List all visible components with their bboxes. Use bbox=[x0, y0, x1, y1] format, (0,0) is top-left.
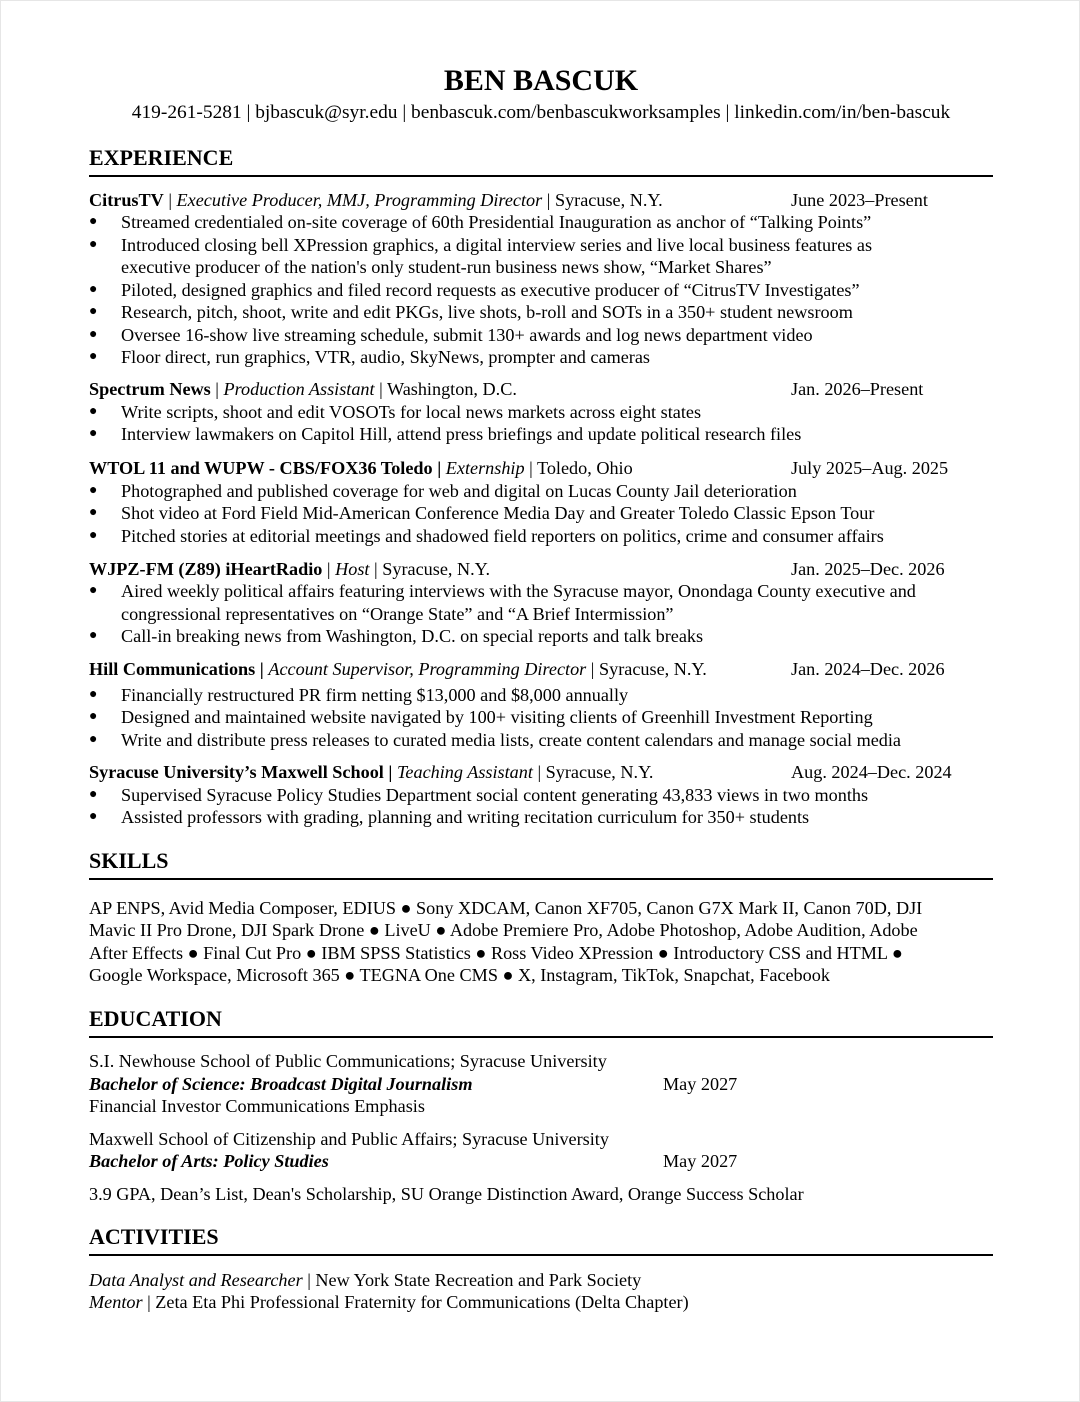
separator: | bbox=[432, 458, 446, 478]
candidate-name: BEN BASCUK bbox=[443, 64, 639, 97]
job-bullet: ● Pitched stories at editorial meetings and shadowed field reporters on politics, crime and consumer affairs bbox=[121, 525, 884, 548]
job-title-line bbox=[89, 378, 517, 401]
separator: | bbox=[542, 190, 555, 210]
job-bullet: ● Introduced closing bell XPression graphics, a digital interview series and live local business features as bbox=[121, 234, 872, 257]
job-dates: Jan. 2026–Present bbox=[791, 379, 924, 399]
separator: | bbox=[374, 379, 387, 399]
job-org: WTOL 11 and WUPW - CBS/FOX36 Toledo bbox=[89, 458, 433, 478]
job-org: WJPZ-FM (Z89) iHeartRadio bbox=[89, 559, 323, 579]
job-dates: July 2025–Aug. 2025 bbox=[791, 458, 949, 478]
separator: | bbox=[255, 659, 269, 679]
job-location: Washington, D.C. bbox=[386, 379, 517, 399]
job-org: CitrusTV bbox=[89, 190, 164, 210]
job-dates: Jan. 2024–Dec. 2026 bbox=[791, 659, 945, 679]
activity-org: Zeta Eta Phi Professional Fraternity for Communications (Delta Chapter) bbox=[155, 1292, 689, 1312]
job-bullet: ● Write scripts, shoot and edit VOSOTs for local news markets across eight states bbox=[121, 401, 701, 424]
job-role: Executive Producer, MMJ, Programming Director bbox=[176, 190, 543, 210]
activities-heading: ACTIVITIES bbox=[89, 1220, 993, 1256]
job-bullet: ● Streamed credentialed on-site coverage of 60th Presidential Inauguration as anchor of “Talking Points” bbox=[121, 211, 871, 234]
separator: | bbox=[142, 1292, 156, 1312]
skills-heading: SKILLS bbox=[89, 844, 993, 880]
separator: | bbox=[322, 559, 336, 579]
job-bullet: ● Call-in breaking news from Washington, D.C. on special reports and talk breaks bbox=[121, 625, 703, 648]
degree: Bachelor of Science: Broadcast Digital Journalism bbox=[89, 1074, 473, 1094]
school-name: Maxwell School of Citizenship and Public Affairs; Syracuse University bbox=[89, 1129, 609, 1149]
skills-line: AP ENPS, Avid Media Composer, EDIUS ● Sony XDCAM, Canon XF705, Canon G7X Mark II, Canon 70D, DJI bbox=[89, 898, 923, 918]
experience-heading: EXPERIENCE bbox=[89, 141, 993, 177]
job-dates: June 2023–Present bbox=[791, 190, 928, 210]
job-location: Syracuse, N.Y. bbox=[382, 559, 490, 579]
job-role: Externship bbox=[445, 458, 525, 478]
job-title-line bbox=[89, 558, 490, 581]
graduation-date: May 2027 bbox=[663, 1074, 738, 1094]
job-role: Teaching Assistant bbox=[396, 762, 533, 782]
job-bullet: ● Piloted, designed graphics and filed record requests as executive producer of “CitrusTV Investigates” bbox=[121, 279, 860, 302]
job-bullet: ● Supervised Syracuse Policy Studies Department social content generating 43,833 views in two months bbox=[121, 784, 868, 807]
separator: | bbox=[210, 379, 224, 399]
job-location: Toledo, Ohio bbox=[536, 458, 633, 478]
honors-line: 3.9 GPA, Dean’s List, Dean's Scholarship, SU Orange Distinction Award, Orange Success Scholar bbox=[89, 1184, 804, 1204]
activity-item bbox=[89, 1269, 641, 1292]
job-bullet: ● Floor direct, run graphics, VTR, audio, SkyNews, prompter and cameras bbox=[121, 346, 650, 369]
job-bullet: ● Aired weekly political affairs featuring interviews with the Syracuse mayor, Onondaga County executive and bbox=[121, 580, 916, 603]
job-bullet-continuation: congressional representatives on “Orange State” and “A Brief Intermission” bbox=[121, 604, 674, 624]
separator: | bbox=[524, 458, 537, 478]
degree-note: Financial Investor Communications Emphasis bbox=[89, 1096, 425, 1116]
graduation-date: May 2027 bbox=[663, 1151, 738, 1171]
job-title-line bbox=[89, 189, 663, 212]
job-role: Production Assistant bbox=[223, 379, 375, 399]
job-org: Syracuse University’s Maxwell School bbox=[89, 762, 384, 782]
job-bullet: ● Shot video at Ford Field Mid-American Conference Media Day and Greater Toledo Classic Epson Tour bbox=[121, 502, 874, 525]
job-bullet: ● Designed and maintained website navigated by 100+ visiting clients of Greenhill Investment Reporting bbox=[121, 706, 873, 729]
job-bullet: ● Photographed and published coverage for web and digital on Lucas County Jail deterioration bbox=[121, 480, 797, 503]
skills-line: Google Workspace, Microsoft 365 ● TEGNA One CMS ● X, Instagram, TikTok, Snapchat, Facebook bbox=[89, 965, 830, 985]
separator: | bbox=[302, 1270, 316, 1290]
job-location: Syracuse, N.Y. bbox=[554, 190, 663, 210]
separator: | bbox=[383, 762, 397, 782]
school-name: S.I. Newhouse School of Public Communications; Syracuse University bbox=[89, 1051, 607, 1071]
activity-org: New York State Recreation and Park Society bbox=[315, 1270, 642, 1290]
education-heading: EDUCATION bbox=[89, 1002, 993, 1038]
job-title-line bbox=[89, 457, 633, 480]
skills-line: Mavic II Pro Drone, DJI Spark Drone ● LiveU ● Adobe Premiere Pro, Adobe Photoshop, Adobe Audition, Adobe bbox=[89, 920, 918, 940]
contact-line: 419-261-5281 | bjbascuk@syr.edu | benbascuk.com/benbascukworksamples | linkedin.com/in/ben-bascuk bbox=[131, 102, 951, 123]
job-role: Account Supervisor, Programming Director bbox=[268, 659, 587, 679]
skills-line: After Effects ● Final Cut Pro ● IBM SPSS Statistics ● Ross Video XPression ● Introductory CSS and HTML ● bbox=[89, 943, 903, 963]
separator: | bbox=[586, 659, 599, 679]
job-bullet: ● Research, pitch, shoot, write and edit PKGs, live shots, b-roll and SOTs in a 350+ student newsroom bbox=[121, 301, 853, 324]
job-location: Syracuse, N.Y. bbox=[545, 762, 654, 782]
job-org: Spectrum News bbox=[89, 379, 211, 399]
degree: Bachelor of Arts: Policy Studies bbox=[89, 1151, 329, 1171]
job-role: Host bbox=[335, 559, 370, 579]
job-dates: Jan. 2025–Dec. 2026 bbox=[791, 559, 945, 579]
separator: | bbox=[532, 762, 546, 782]
separator: | bbox=[163, 190, 177, 210]
job-bullet: ● Write and distribute press releases to curated media lists, create content calendars and manage social media bbox=[121, 729, 901, 752]
activity-item bbox=[89, 1291, 689, 1314]
job-bullet: ● Oversee 16-show live streaming schedule, submit 130+ awards and log news department video bbox=[121, 324, 813, 347]
job-title-line bbox=[89, 761, 653, 784]
job-dates: Aug. 2024–Dec. 2024 bbox=[791, 762, 952, 782]
separator: | bbox=[369, 559, 383, 579]
job-bullet: ● Financially restructured PR firm netting $13,000 and $8,000 annually bbox=[121, 684, 628, 707]
job-bullet: ● Interview lawmakers on Capitol Hill, attend press briefings and update political research files bbox=[121, 423, 801, 446]
job-location: Syracuse, N.Y. bbox=[599, 659, 707, 679]
job-bullet: ● Assisted professors with grading, planning and writing recitation curriculum for 350+ students bbox=[121, 806, 809, 829]
job-bullet-continuation: executive producer of the nation's only student-run business news show, “Market Shares” bbox=[121, 257, 772, 277]
activity-role: Mentor bbox=[89, 1292, 143, 1312]
activity-role: Data Analyst and Researcher bbox=[89, 1270, 303, 1290]
job-org: Hill Communications bbox=[89, 659, 256, 679]
job-title-line bbox=[89, 658, 707, 681]
